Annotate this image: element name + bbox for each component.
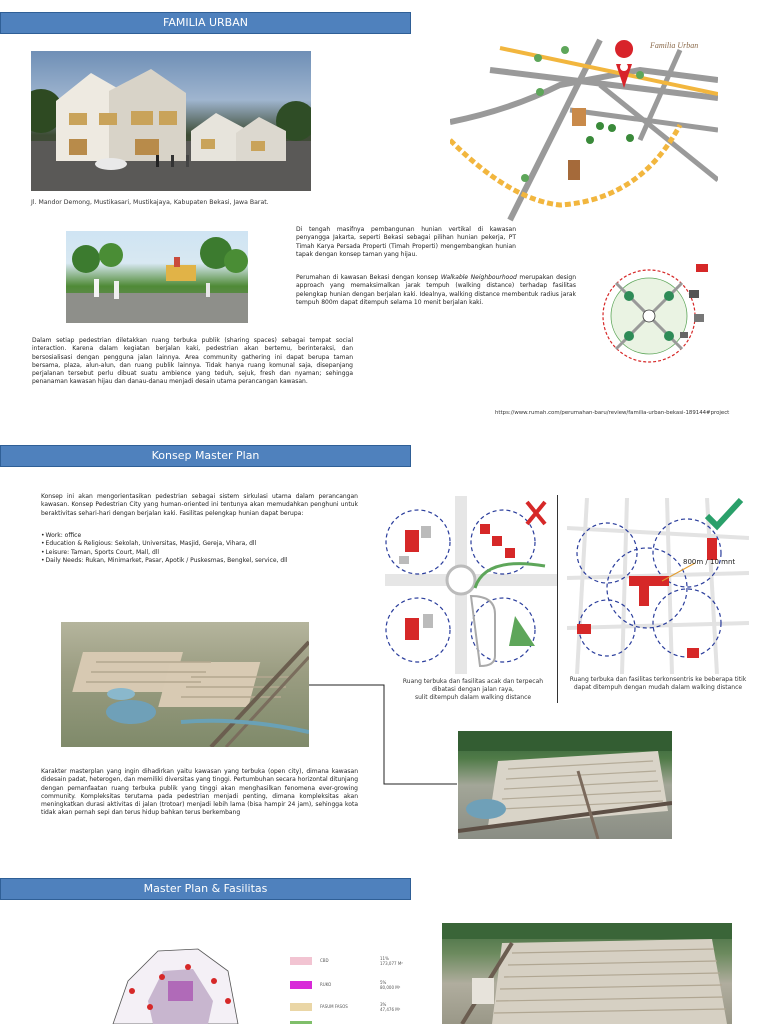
diagram-divider bbox=[557, 495, 558, 703]
address-caption: Jl. Mandor Demong, Mustikasari, Mustikajaya, Kabupaten Bekasi, Jawa Barat. bbox=[31, 199, 269, 206]
walkable-neighbourhood-diagram bbox=[594, 262, 726, 374]
park-photo bbox=[66, 231, 248, 323]
legend-area: 47,476 M² bbox=[380, 1007, 401, 1012]
concentric-caption-line-1: Ruang terbuka dan fasilitas terkonsentris ke beberapa titik bbox=[569, 676, 747, 683]
scattered-caption-line-3: sulit ditempuh dalam walking distance bbox=[414, 693, 532, 701]
legend-area: 80,000 M² bbox=[380, 985, 401, 990]
list-item: • Work: office bbox=[41, 532, 361, 540]
legend-percent: 3% bbox=[380, 1002, 387, 1007]
list-item: • Daily Needs: Rukan, Minimarket, Pasar, Apotik / Puskesmas, Bengkel, service, dll bbox=[41, 557, 361, 565]
concentric-caption bbox=[565, 676, 751, 692]
legend-value bbox=[380, 1002, 400, 1012]
land-use-legend bbox=[290, 957, 420, 1024]
legend-value bbox=[380, 956, 403, 966]
concept-diagram-concentric bbox=[567, 498, 749, 674]
scattered-caption-line-2: dibatasi dengan jalan raya, bbox=[432, 685, 514, 693]
concentric-caption-line-2: dapat ditempuh dengan mudah dalam walking distance bbox=[573, 683, 743, 691]
legend-percent: 5% bbox=[380, 980, 387, 985]
source-link[interactable]: https://www.rumah.com/perumahan-baru/review/familia-urban-bekasi-189144#project bbox=[495, 410, 730, 416]
concept-diagram-scattered bbox=[385, 496, 557, 674]
legend-value bbox=[380, 980, 400, 990]
masterplan-aerial-render-3 bbox=[442, 923, 732, 1024]
para2-end: merupakan design approach yang memaksimalkan jarak tempuh (walking distance) terhadap fasilitas pelengkap hunian dengan berjalan kaki. Idealnya, walking distance membentuk radius jarak tempuh 800m dapat ditempuh selama 10 menit berjalan kaki. bbox=[296, 274, 577, 306]
legend-item bbox=[290, 1003, 410, 1017]
section-title-familia-urban: FAMILIA URBAN bbox=[0, 12, 411, 34]
section-title-konsep-master-plan: Konsep Master Plan bbox=[0, 445, 411, 467]
legend-item bbox=[290, 957, 410, 971]
facility-list bbox=[41, 532, 361, 566]
para2-emphasis: Walkable Neighbourhood bbox=[440, 274, 517, 281]
map-logo: Familia Urban bbox=[650, 41, 699, 50]
familia-paragraph-2 bbox=[296, 274, 576, 307]
legend-swatch-cbd bbox=[290, 957, 312, 965]
site-plan-map bbox=[88, 941, 248, 1024]
legend-area: 173,077 M² bbox=[380, 961, 403, 966]
house-photo bbox=[31, 51, 311, 191]
legend-swatch-fasum-fasos bbox=[290, 1003, 312, 1011]
konsep-body: Karakter masterplan yang ingin dihadirkan yaitu kawasan yang terbuka (open city), dimana kawasan didesain padat, heterogen, dan memiliki diversitas yang tinggi. Pertumbuhan secara horizontal ditunjang dengan pemanfaatan ruang terbuka publik yang tinggi akan menghasilkan fenomena ever-growing community. Kompleksitas terutama pada pedestrian menjadi penting, dimana kompleksitas akan meningkatkan durasi aktivitas di jalan (trotoar) menjadi lebih lama (bisa hampir 24 jam), sehingga kota tidak akan pernah sepi dan terus hidup bahkan terus berkembang bbox=[41, 768, 358, 817]
legend-label: RUKO bbox=[320, 982, 332, 987]
scattered-caption-line-1: Ruang terbuka dan fasilitas acak dan terpecah bbox=[402, 678, 544, 685]
masterplan-aerial-render-2 bbox=[458, 731, 672, 839]
legend-item bbox=[290, 981, 410, 995]
familia-paragraph-1: Di tengah masifnya pembangunan hunian vertikal di kawasan penyangga Jakarta, seperti Bekasi sebagai pilihan hunian pekerja, PT Timah Karya Persada Properti (Timah Properti) mengembangkan hunian tapak dengan konsep taman yang hijau. bbox=[296, 226, 516, 258]
list-item: • Education & Religious: Sekolah, Universitas, Masjid, Gereja, Vihara, dll bbox=[41, 540, 361, 548]
para2-start: Perumahan di kawasan Bekasi dengan konsep bbox=[296, 274, 441, 281]
legend-percent: 11% bbox=[380, 956, 389, 961]
legend-label: CBD bbox=[320, 958, 329, 963]
location-map bbox=[450, 30, 718, 222]
masterplan-aerial-render-1 bbox=[61, 622, 309, 747]
legend-label: FASUM FASOS bbox=[320, 1004, 348, 1009]
legend-swatch-ruko bbox=[290, 981, 312, 989]
konsep-intro: Konsep ini akan mengorientasikan pedestrian sebagai sistem sirkulasi utama dalam perancangan kawasan. Konsep Pedestrian City yang human-oriented ini tentunya akan memudahkan penghuni untuk beraktivitas sehari-hari dengan berjalan kaki. Fasilitas pelengkap hunian dapat berupa: bbox=[41, 493, 358, 517]
walking-radius-label: 800m / 10 mnt bbox=[683, 558, 736, 566]
list-item: • Leisure: Taman, Sports Court, Mall, dll bbox=[41, 549, 361, 557]
section-title-master-plan-fasilitas: Master Plan & Fasilitas bbox=[0, 878, 411, 900]
familia-paragraph-3: Dalam setiap pedestrian diletakkan ruang terbuka publik (sharing spaces) sebagai tempat social interaction. Karena dalam kegiatan berjalan kaki, pedestrian akan bertemu, berinteraksi, dan bersosialisasi dengan pengguna jalan lainnya. Area community gathering ini dapat berupa taman bersama, plaza, alun-alun, dan ruang publik lainnya. Tidak hanya ruang komunal saja, disepanjang perjalanan tersebut perlu dibuat suatu ambience yang teduh, sejuk, fresh dan nyaman; sehingga penanaman kawasan hijau dan danau-danau menjadi desain utama perancangan kawasan. bbox=[32, 337, 353, 386]
